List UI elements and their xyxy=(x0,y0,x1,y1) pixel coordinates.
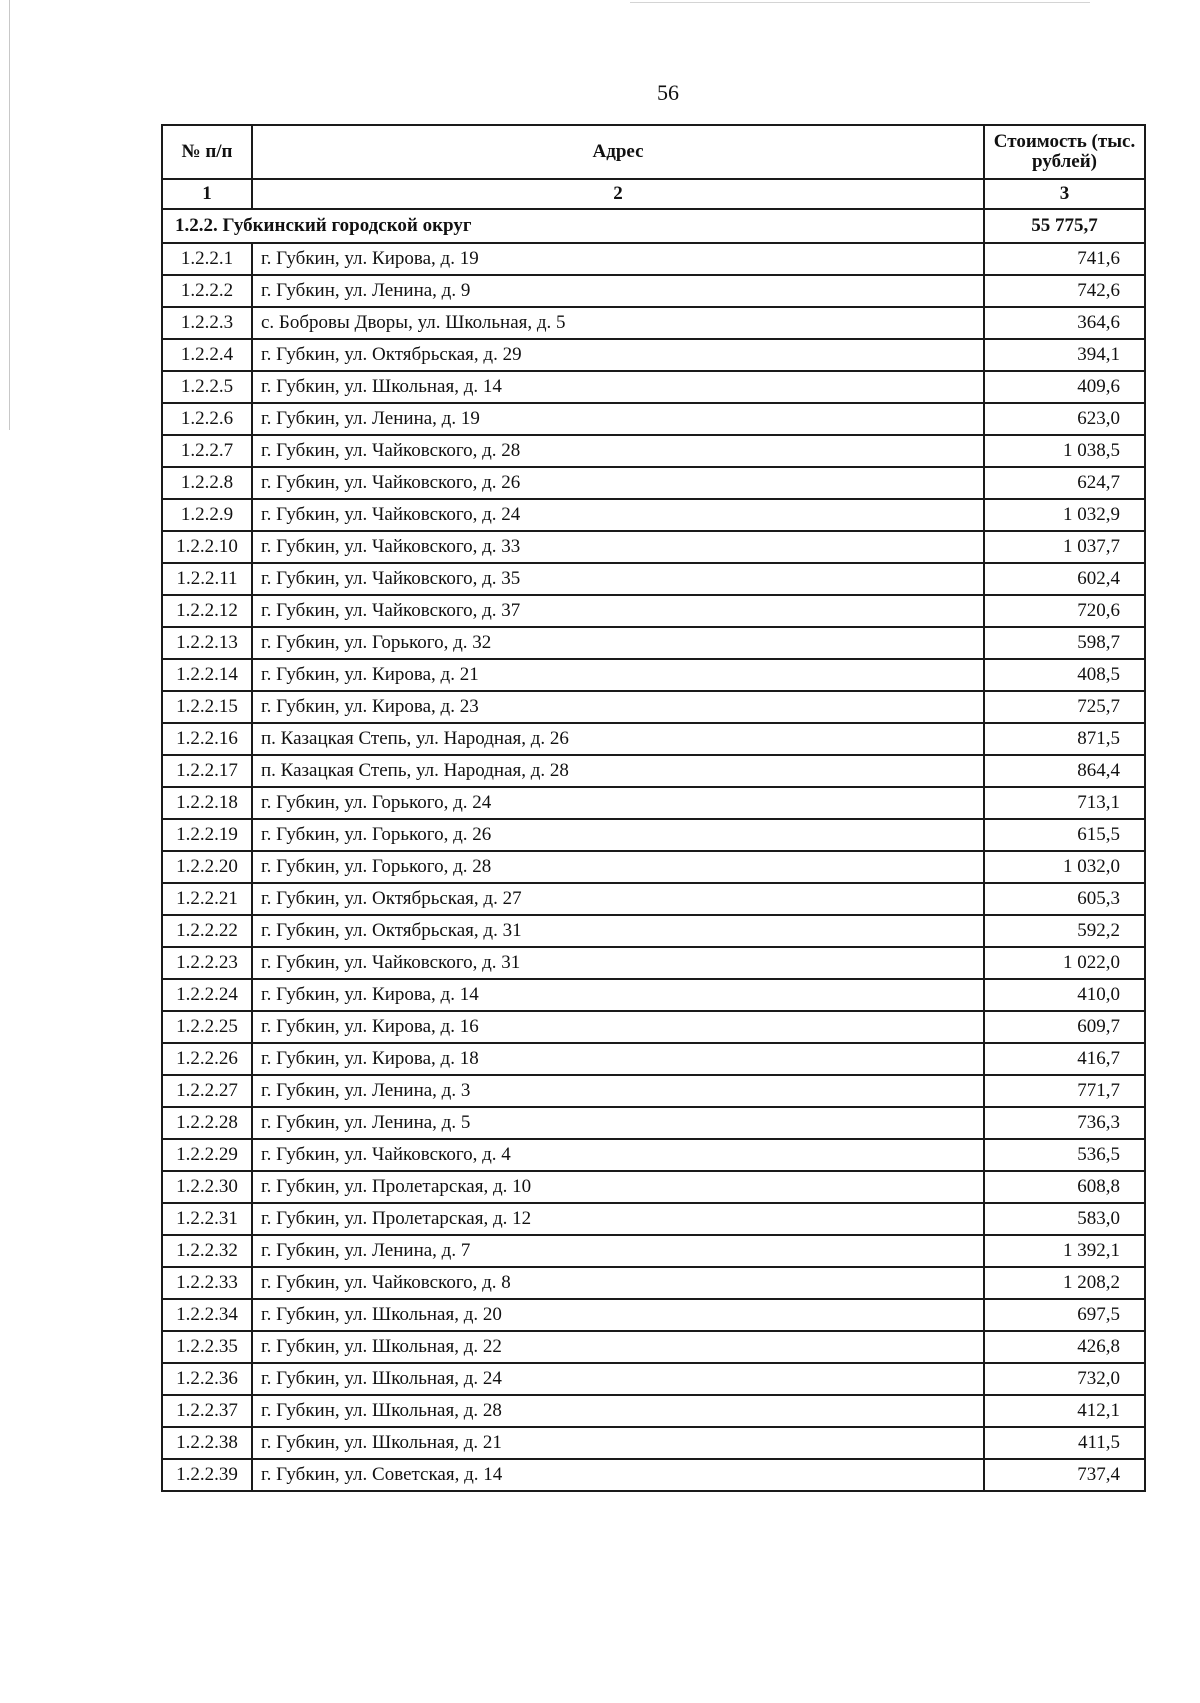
row-address: г. Губкин, ул. Чайковского, д. 4 xyxy=(252,1139,984,1171)
row-number: 1.2.2.14 xyxy=(162,659,252,691)
row-number: 1.2.2.24 xyxy=(162,979,252,1011)
table-row xyxy=(162,979,1145,1011)
table-row xyxy=(162,723,1145,755)
row-number: 1.2.2.15 xyxy=(162,691,252,723)
row-cost: 864,4 xyxy=(984,755,1145,787)
row-number: 1.2.2.4 xyxy=(162,339,252,371)
row-number: 1.2.2.21 xyxy=(162,883,252,915)
row-number: 1.2.2.23 xyxy=(162,947,252,979)
row-address: г. Губкин, ул. Пролетарская, д. 12 xyxy=(252,1203,984,1235)
table-row xyxy=(162,563,1145,595)
table-row xyxy=(162,883,1145,915)
row-cost: 412,1 xyxy=(984,1395,1145,1427)
table-row xyxy=(162,531,1145,563)
row-cost: 426,8 xyxy=(984,1331,1145,1363)
row-address: г. Губкин, ул. Чайковского, д. 24 xyxy=(252,499,984,531)
table-row xyxy=(162,403,1145,435)
row-number: 1.2.2.30 xyxy=(162,1171,252,1203)
row-cost: 583,0 xyxy=(984,1203,1145,1235)
row-address: г. Губкин, ул. Школьная, д. 21 xyxy=(252,1427,984,1459)
row-cost: 1 032,0 xyxy=(984,851,1145,883)
row-address: п. Казацкая Степь, ул. Народная, д. 26 xyxy=(252,723,984,755)
table-row xyxy=(162,691,1145,723)
table-row xyxy=(162,627,1145,659)
row-address: г. Губкин, ул. Октябрьская, д. 29 xyxy=(252,339,984,371)
row-address: п. Казацкая Степь, ул. Народная, д. 28 xyxy=(252,755,984,787)
row-address: г. Губкин, ул. Горького, д. 24 xyxy=(252,787,984,819)
row-number: 1.2.2.31 xyxy=(162,1203,252,1235)
row-cost: 608,8 xyxy=(984,1171,1145,1203)
row-number: 1.2.2.35 xyxy=(162,1331,252,1363)
row-number: 1.2.2.32 xyxy=(162,1235,252,1267)
row-cost: 605,3 xyxy=(984,883,1145,915)
row-address: г. Губкин, ул. Кирова, д. 18 xyxy=(252,1043,984,1075)
row-cost: 411,5 xyxy=(984,1427,1145,1459)
row-address: г. Губкин, ул. Чайковского, д. 8 xyxy=(252,1267,984,1299)
row-cost: 364,6 xyxy=(984,307,1145,339)
table-row xyxy=(162,1107,1145,1139)
table-row xyxy=(162,243,1145,275)
row-cost: 609,7 xyxy=(984,1011,1145,1043)
table-row xyxy=(162,1395,1145,1427)
row-cost: 771,7 xyxy=(984,1075,1145,1107)
table-row xyxy=(162,1267,1145,1299)
table-row xyxy=(162,435,1145,467)
row-number: 1.2.2.26 xyxy=(162,1043,252,1075)
row-cost: 697,5 xyxy=(984,1299,1145,1331)
row-cost: 416,7 xyxy=(984,1043,1145,1075)
row-cost: 732,0 xyxy=(984,1363,1145,1395)
row-address: г. Губкин, ул. Школьная, д. 22 xyxy=(252,1331,984,1363)
row-number: 1.2.2.17 xyxy=(162,755,252,787)
row-address: г. Губкин, ул. Октябрьская, д. 27 xyxy=(252,883,984,915)
row-address: г. Губкин, ул. Ленина, д. 3 xyxy=(252,1075,984,1107)
table-row xyxy=(162,1363,1145,1395)
table-row xyxy=(162,755,1145,787)
row-address: г. Губкин, ул. Чайковского, д. 28 xyxy=(252,435,984,467)
row-number: 1.2.2.16 xyxy=(162,723,252,755)
row-cost: 409,6 xyxy=(984,371,1145,403)
row-number: 1.2.2.5 xyxy=(162,371,252,403)
section-title: 1.2.2. Губкинский городской округ xyxy=(162,209,984,243)
row-cost: 598,7 xyxy=(984,627,1145,659)
row-number: 1.2.2.11 xyxy=(162,563,252,595)
table-row xyxy=(162,915,1145,947)
table-row xyxy=(162,595,1145,627)
row-cost: 408,5 xyxy=(984,659,1145,691)
row-number: 1.2.2.29 xyxy=(162,1139,252,1171)
row-cost: 1 037,7 xyxy=(984,531,1145,563)
column-number-row xyxy=(162,179,1145,209)
table-header-row xyxy=(162,125,1145,179)
row-address: г. Губкин, ул. Школьная, д. 28 xyxy=(252,1395,984,1427)
row-cost: 410,0 xyxy=(984,979,1145,1011)
table-row xyxy=(162,1427,1145,1459)
row-cost: 1 038,5 xyxy=(984,435,1145,467)
scan-left-edge xyxy=(9,0,10,430)
cost-table xyxy=(161,124,1146,1492)
row-cost: 592,2 xyxy=(984,915,1145,947)
row-address: г. Губкин, ул. Горького, д. 28 xyxy=(252,851,984,883)
row-number: 1.2.2.8 xyxy=(162,467,252,499)
row-address: с. Бобровы Дворы, ул. Школьная, д. 5 xyxy=(252,307,984,339)
header-cost: Стоимость (тыс. рублей) xyxy=(984,125,1145,179)
row-number: 1.2.2.38 xyxy=(162,1427,252,1459)
table-row xyxy=(162,1171,1145,1203)
row-cost: 741,6 xyxy=(984,243,1145,275)
table-row xyxy=(162,1459,1145,1491)
row-address: г. Губкин, ул. Советская, д. 14 xyxy=(252,1459,984,1491)
row-address: г. Губкин, ул. Ленина, д. 9 xyxy=(252,275,984,307)
row-number: 1.2.2.3 xyxy=(162,307,252,339)
row-address: г. Губкин, ул. Ленина, д. 5 xyxy=(252,1107,984,1139)
row-address: г. Губкин, ул. Ленина, д. 7 xyxy=(252,1235,984,1267)
row-number: 1.2.2.12 xyxy=(162,595,252,627)
row-number: 1.2.2.36 xyxy=(162,1363,252,1395)
row-number: 1.2.2.1 xyxy=(162,243,252,275)
row-cost: 742,6 xyxy=(984,275,1145,307)
row-address: г. Губкин, ул. Пролетарская, д. 10 xyxy=(252,1171,984,1203)
table-row xyxy=(162,499,1145,531)
row-number: 1.2.2.28 xyxy=(162,1107,252,1139)
row-cost: 736,3 xyxy=(984,1107,1145,1139)
table-row xyxy=(162,1043,1145,1075)
column-number-1: 1 xyxy=(162,179,252,209)
row-cost: 536,5 xyxy=(984,1139,1145,1171)
row-address: г. Губкин, ул. Школьная, д. 24 xyxy=(252,1363,984,1395)
row-number: 1.2.2.6 xyxy=(162,403,252,435)
row-cost: 394,1 xyxy=(984,339,1145,371)
header-address: Адрес xyxy=(252,125,984,179)
scan-top-edge xyxy=(630,2,1090,3)
table-body xyxy=(162,179,1145,1491)
column-number-2: 2 xyxy=(252,179,984,209)
row-number: 1.2.2.2 xyxy=(162,275,252,307)
table-row xyxy=(162,339,1145,371)
table-row xyxy=(162,947,1145,979)
row-cost: 713,1 xyxy=(984,787,1145,819)
row-cost: 1 208,2 xyxy=(984,1267,1145,1299)
table-row xyxy=(162,1331,1145,1363)
row-number: 1.2.2.19 xyxy=(162,819,252,851)
table-row xyxy=(162,467,1145,499)
header-num: № п/п xyxy=(162,125,252,179)
row-cost: 624,7 xyxy=(984,467,1145,499)
table-row xyxy=(162,659,1145,691)
row-number: 1.2.2.10 xyxy=(162,531,252,563)
table-row xyxy=(162,787,1145,819)
section-total: 55 775,7 xyxy=(984,209,1145,243)
row-number: 1.2.2.22 xyxy=(162,915,252,947)
row-address: г. Губкин, ул. Школьная, д. 14 xyxy=(252,371,984,403)
row-cost: 1 392,1 xyxy=(984,1235,1145,1267)
row-number: 1.2.2.13 xyxy=(162,627,252,659)
row-address: г. Губкин, ул. Кирова, д. 23 xyxy=(252,691,984,723)
table-row xyxy=(162,307,1145,339)
table-row xyxy=(162,1139,1145,1171)
row-address: г. Губкин, ул. Школьная, д. 20 xyxy=(252,1299,984,1331)
table-row xyxy=(162,371,1145,403)
table-row xyxy=(162,275,1145,307)
table-row xyxy=(162,819,1145,851)
row-address: г. Губкин, ул. Чайковского, д. 37 xyxy=(252,595,984,627)
row-number: 1.2.2.20 xyxy=(162,851,252,883)
row-address: г. Губкин, ул. Кирова, д. 14 xyxy=(252,979,984,1011)
row-number: 1.2.2.27 xyxy=(162,1075,252,1107)
row-address: г. Губкин, ул. Октябрьская, д. 31 xyxy=(252,915,984,947)
row-cost: 615,5 xyxy=(984,819,1145,851)
row-cost: 602,4 xyxy=(984,563,1145,595)
row-cost: 737,4 xyxy=(984,1459,1145,1491)
row-number: 1.2.2.25 xyxy=(162,1011,252,1043)
row-address: г. Губкин, ул. Чайковского, д. 35 xyxy=(252,563,984,595)
row-address: г. Губкин, ул. Чайковского, д. 31 xyxy=(252,947,984,979)
row-number: 1.2.2.18 xyxy=(162,787,252,819)
row-number: 1.2.2.9 xyxy=(162,499,252,531)
row-cost: 1 032,9 xyxy=(984,499,1145,531)
section-row xyxy=(162,209,1145,243)
row-address: г. Губкин, ул. Ленина, д. 19 xyxy=(252,403,984,435)
column-number-3: 3 xyxy=(984,179,1145,209)
row-cost: 1 022,0 xyxy=(984,947,1145,979)
table-row xyxy=(162,1203,1145,1235)
row-address: г. Губкин, ул. Кирова, д. 16 xyxy=(252,1011,984,1043)
table-row xyxy=(162,1235,1145,1267)
page-number: 56 xyxy=(657,80,679,105)
row-address: г. Губкин, ул. Кирова, д. 19 xyxy=(252,243,984,275)
row-address: г. Губкин, ул. Чайковского, д. 33 xyxy=(252,531,984,563)
row-number: 1.2.2.39 xyxy=(162,1459,252,1491)
table-row xyxy=(162,851,1145,883)
row-number: 1.2.2.37 xyxy=(162,1395,252,1427)
row-number: 1.2.2.7 xyxy=(162,435,252,467)
row-address: г. Губкин, ул. Чайковского, д. 26 xyxy=(252,467,984,499)
row-cost: 720,6 xyxy=(984,595,1145,627)
table-row xyxy=(162,1011,1145,1043)
row-number: 1.2.2.34 xyxy=(162,1299,252,1331)
table-row xyxy=(162,1299,1145,1331)
row-cost: 623,0 xyxy=(984,403,1145,435)
row-address: г. Губкин, ул. Горького, д. 32 xyxy=(252,627,984,659)
row-address: г. Губкин, ул. Кирова, д. 21 xyxy=(252,659,984,691)
row-cost: 871,5 xyxy=(984,723,1145,755)
row-number: 1.2.2.33 xyxy=(162,1267,252,1299)
row-address: г. Губкин, ул. Горького, д. 26 xyxy=(252,819,984,851)
table-row xyxy=(162,1075,1145,1107)
row-cost: 725,7 xyxy=(984,691,1145,723)
